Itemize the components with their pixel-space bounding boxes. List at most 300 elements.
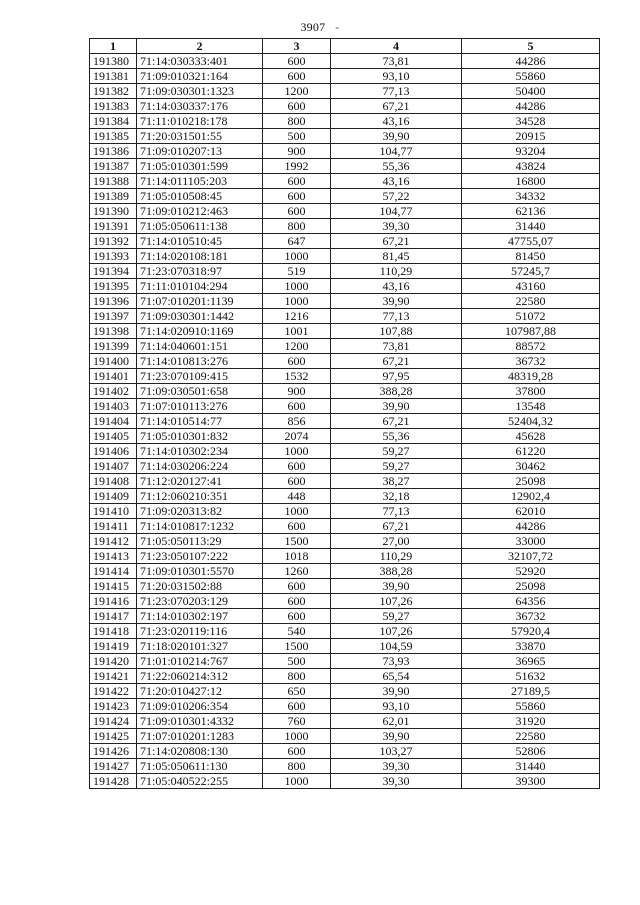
table-cell-col-4: 39,90 — [331, 399, 462, 414]
table-row — [90, 564, 600, 579]
table-cell-col-3: 1000 — [263, 774, 331, 789]
table-row — [90, 699, 600, 714]
table-cell-col-2: 71:14:030337:176 — [137, 99, 263, 114]
table-cell-col-4: 39,90 — [331, 729, 462, 744]
table-cell-col-3: 1532 — [263, 369, 331, 384]
table-row — [90, 84, 600, 99]
table-cell-col-2: 71:20:031502:88 — [137, 579, 263, 594]
table-cell-col-1: 191401 — [90, 369, 137, 384]
table-cell-col-5: 64356 — [462, 594, 600, 609]
table-row — [90, 714, 600, 729]
table-cell-col-1: 191394 — [90, 264, 137, 279]
table-cell-col-2: 71:14:010817:1232 — [137, 519, 263, 534]
table-cell-col-1: 191416 — [90, 594, 137, 609]
table-cell-col-2: 71:14:040601:151 — [137, 339, 263, 354]
table-cell-col-4: 73,81 — [331, 339, 462, 354]
table-cell-col-4: 104,77 — [331, 204, 462, 219]
table-cell-col-1: 191389 — [90, 189, 137, 204]
table-cell-col-5: 36965 — [462, 654, 600, 669]
table-row — [90, 69, 600, 84]
table-cell-col-2: 71:14:030206:224 — [137, 459, 263, 474]
table-cell-col-3: 1200 — [263, 84, 331, 99]
table-cell-col-5: 13548 — [462, 399, 600, 414]
table-cell-col-3: 1992 — [263, 159, 331, 174]
table-cell-col-5: 30462 — [462, 459, 600, 474]
column-header-5: 5 — [462, 39, 600, 54]
table-row — [90, 54, 600, 69]
table-cell-col-1: 191403 — [90, 399, 137, 414]
table-cell-col-3: 600 — [263, 594, 331, 609]
page-number-text: 3907 — [300, 20, 326, 34]
table-cell-col-1: 191388 — [90, 174, 137, 189]
table-cell-col-5: 62136 — [462, 204, 600, 219]
table-cell-col-3: 600 — [263, 459, 331, 474]
table-cell-col-5: 31440 — [462, 759, 600, 774]
table-cell-col-3: 800 — [263, 669, 331, 684]
table-cell-col-1: 191399 — [90, 339, 137, 354]
table-cell-col-4: 110,29 — [331, 264, 462, 279]
register-table — [89, 38, 600, 789]
table-row — [90, 234, 600, 249]
table-cell-col-4: 43,16 — [331, 174, 462, 189]
table-cell-col-4: 73,81 — [331, 54, 462, 69]
table-cell-col-5: 62010 — [462, 504, 600, 519]
table-row — [90, 639, 600, 654]
table-cell-col-4: 39,90 — [331, 294, 462, 309]
column-header-2: 2 — [137, 39, 263, 54]
table-cell-col-5: 55860 — [462, 699, 600, 714]
table-cell-col-1: 191414 — [90, 564, 137, 579]
table-row — [90, 444, 600, 459]
table-cell-col-3: 1000 — [263, 729, 331, 744]
table-cell-col-3: 1000 — [263, 504, 331, 519]
table-row — [90, 144, 600, 159]
table-cell-col-1: 191390 — [90, 204, 137, 219]
table-cell-col-1: 191397 — [90, 309, 137, 324]
table-cell-col-1: 191391 — [90, 219, 137, 234]
table-row — [90, 474, 600, 489]
table-cell-col-3: 2074 — [263, 429, 331, 444]
table-cell-col-2: 71:14:020108:181 — [137, 249, 263, 264]
table-cell-col-3: 800 — [263, 114, 331, 129]
table-cell-col-3: 600 — [263, 54, 331, 69]
table-cell-col-3: 600 — [263, 354, 331, 369]
header-row — [90, 39, 600, 54]
table-cell-col-5: 52806 — [462, 744, 600, 759]
table-cell-col-4: 93,10 — [331, 699, 462, 714]
table-cell-col-3: 1000 — [263, 249, 331, 264]
table-cell-col-5: 33870 — [462, 639, 600, 654]
table-cell-col-1: 191407 — [90, 459, 137, 474]
table-cell-col-1: 191418 — [90, 624, 137, 639]
table-row — [90, 369, 600, 384]
table-cell-col-2: 71:05:050611:138 — [137, 219, 263, 234]
table-cell-col-5: 44286 — [462, 54, 600, 69]
table-row — [90, 159, 600, 174]
table-row — [90, 204, 600, 219]
table-cell-col-1: 191396 — [90, 294, 137, 309]
table-cell-col-1: 191419 — [90, 639, 137, 654]
table-row — [90, 384, 600, 399]
table-row — [90, 264, 600, 279]
table-row — [90, 759, 600, 774]
table-row — [90, 489, 600, 504]
table-cell-col-4: 59,27 — [331, 459, 462, 474]
table-row — [90, 654, 600, 669]
table-cell-col-1: 191404 — [90, 414, 137, 429]
table-cell-col-3: 650 — [263, 684, 331, 699]
table-row — [90, 729, 600, 744]
table-cell-col-1: 191402 — [90, 384, 137, 399]
table-cell-col-5: 52404,32 — [462, 414, 600, 429]
table-cell-col-3: 647 — [263, 234, 331, 249]
table-cell-col-3: 1500 — [263, 534, 331, 549]
table-cell-col-4: 57,22 — [331, 189, 462, 204]
table-cell-col-3: 1000 — [263, 294, 331, 309]
table-cell-col-2: 71:22:060214:312 — [137, 669, 263, 684]
table-cell-col-4: 39,30 — [331, 759, 462, 774]
table-row — [90, 399, 600, 414]
table-cell-col-2: 71:14:020808:130 — [137, 744, 263, 759]
table-cell-col-4: 107,26 — [331, 594, 462, 609]
table-row — [90, 519, 600, 534]
table-cell-col-2: 71:09:030301:1442 — [137, 309, 263, 324]
table-cell-col-2: 71:05:050113:29 — [137, 534, 263, 549]
table-cell-col-3: 600 — [263, 189, 331, 204]
table-row — [90, 339, 600, 354]
table-cell-col-4: 104,77 — [331, 144, 462, 159]
table-cell-col-1: 191425 — [90, 729, 137, 744]
table-cell-col-1: 191411 — [90, 519, 137, 534]
table-row — [90, 309, 600, 324]
table-cell-col-1: 191382 — [90, 84, 137, 99]
table-cell-col-4: 81,45 — [331, 249, 462, 264]
table-cell-col-1: 191423 — [90, 699, 137, 714]
table-cell-col-3: 519 — [263, 264, 331, 279]
table-cell-col-5: 31920 — [462, 714, 600, 729]
table-row — [90, 429, 600, 444]
table-cell-col-2: 71:09:030301:1323 — [137, 84, 263, 99]
table-cell-col-3: 600 — [263, 99, 331, 114]
table-cell-col-2: 71:05:010301:599 — [137, 159, 263, 174]
table-cell-col-5: 25098 — [462, 474, 600, 489]
table-cell-col-3: 600 — [263, 609, 331, 624]
table-cell-col-4: 39,30 — [331, 774, 462, 789]
table-cell-col-2: 71:18:020101:327 — [137, 639, 263, 654]
table-cell-col-3: 600 — [263, 519, 331, 534]
table-row — [90, 624, 600, 639]
table-body — [90, 54, 600, 789]
table-cell-col-4: 38,27 — [331, 474, 462, 489]
table-cell-col-4: 39,90 — [331, 684, 462, 699]
table-row — [90, 504, 600, 519]
table-cell-col-3: 1500 — [263, 639, 331, 654]
table-cell-col-1: 191395 — [90, 279, 137, 294]
table-cell-col-5: 48319,28 — [462, 369, 600, 384]
table-cell-col-2: 71:05:010301:832 — [137, 429, 263, 444]
page-mark: - — [335, 20, 340, 34]
table-cell-col-3: 1216 — [263, 309, 331, 324]
table-cell-col-1: 191380 — [90, 54, 137, 69]
table-cell-col-2: 71:11:010218:178 — [137, 114, 263, 129]
table-cell-col-2: 71:14:010514:77 — [137, 414, 263, 429]
table-cell-col-3: 1000 — [263, 444, 331, 459]
table-cell-col-4: 67,21 — [331, 99, 462, 114]
table-cell-col-5: 39300 — [462, 774, 600, 789]
table-cell-col-3: 800 — [263, 759, 331, 774]
table-cell-col-1: 191386 — [90, 144, 137, 159]
table-cell-col-3: 1000 — [263, 279, 331, 294]
table-cell-col-4: 93,10 — [331, 69, 462, 84]
table-cell-col-5: 43824 — [462, 159, 600, 174]
table-cell-col-5: 34528 — [462, 114, 600, 129]
table-cell-col-2: 71:23:050107:222 — [137, 549, 263, 564]
table-cell-col-4: 59,27 — [331, 609, 462, 624]
table-cell-col-5: 37800 — [462, 384, 600, 399]
table-cell-col-5: 22580 — [462, 729, 600, 744]
table-cell-col-2: 71:20:031501:55 — [137, 129, 263, 144]
column-header-4: 4 — [331, 39, 462, 54]
table-cell-col-4: 77,13 — [331, 504, 462, 519]
table-cell-col-1: 191417 — [90, 609, 137, 624]
table-cell-col-5: 107987,88 — [462, 324, 600, 339]
table-cell-col-4: 107,88 — [331, 324, 462, 339]
table-row — [90, 129, 600, 144]
table-row — [90, 174, 600, 189]
table-cell-col-2: 71:09:010206:354 — [137, 699, 263, 714]
table-cell-col-4: 67,21 — [331, 414, 462, 429]
table-cell-col-5: 44286 — [462, 519, 600, 534]
table-cell-col-5: 47755,07 — [462, 234, 600, 249]
table-row — [90, 774, 600, 789]
table-cell-col-1: 191420 — [90, 654, 137, 669]
table-cell-col-3: 600 — [263, 474, 331, 489]
table-cell-col-3: 600 — [263, 204, 331, 219]
table-cell-col-2: 71:09:010207:13 — [137, 144, 263, 159]
table-row — [90, 249, 600, 264]
table-row — [90, 744, 600, 759]
table-cell-col-2: 71:14:011105:203 — [137, 174, 263, 189]
table-cell-col-4: 67,21 — [331, 519, 462, 534]
table-cell-col-2: 71:14:010510:45 — [137, 234, 263, 249]
table-cell-col-3: 500 — [263, 654, 331, 669]
table-cell-col-4: 67,21 — [331, 234, 462, 249]
table-cell-col-1: 191400 — [90, 354, 137, 369]
table-cell-col-1: 191405 — [90, 429, 137, 444]
table-cell-col-4: 59,27 — [331, 444, 462, 459]
table-cell-col-5: 33000 — [462, 534, 600, 549]
table-cell-col-1: 191421 — [90, 669, 137, 684]
table-cell-col-2: 71:23:020119:116 — [137, 624, 263, 639]
table-cell-col-4: 97,95 — [331, 369, 462, 384]
table-cell-col-3: 760 — [263, 714, 331, 729]
table-cell-col-5: 12902,4 — [462, 489, 600, 504]
table-row — [90, 219, 600, 234]
table-cell-col-2: 71:07:010113:276 — [137, 399, 263, 414]
table-cell-col-2: 71:09:010301:5570 — [137, 564, 263, 579]
table-cell-col-3: 1018 — [263, 549, 331, 564]
table-cell-col-2: 71:14:010302:234 — [137, 444, 263, 459]
table-cell-col-2: 71:07:010201:1139 — [137, 294, 263, 309]
table-row — [90, 279, 600, 294]
table-cell-col-2: 71:14:020910:1169 — [137, 324, 263, 339]
table-cell-col-1: 191409 — [90, 489, 137, 504]
table-cell-col-3: 900 — [263, 384, 331, 399]
table-cell-col-4: 39,90 — [331, 129, 462, 144]
table-cell-col-1: 191383 — [90, 99, 137, 114]
table-row — [90, 354, 600, 369]
table-cell-col-5: 51072 — [462, 309, 600, 324]
table-cell-col-1: 191413 — [90, 549, 137, 564]
table-cell-col-1: 191398 — [90, 324, 137, 339]
column-header-1: 1 — [90, 39, 137, 54]
table-cell-col-3: 1260 — [263, 564, 331, 579]
table-cell-col-4: 103,27 — [331, 744, 462, 759]
table-cell-col-5: 55860 — [462, 69, 600, 84]
table-cell-col-5: 57245,7 — [462, 264, 600, 279]
table-cell-col-3: 800 — [263, 219, 331, 234]
table-cell-col-2: 71:12:060210:351 — [137, 489, 263, 504]
table-cell-col-2: 71:14:030333:401 — [137, 54, 263, 69]
table-row — [90, 459, 600, 474]
table-cell-col-2: 71:23:070109:415 — [137, 369, 263, 384]
table-cell-col-2: 71:23:070203:129 — [137, 594, 263, 609]
table-cell-col-5: 44286 — [462, 99, 600, 114]
column-header-3: 3 — [263, 39, 331, 54]
table-cell-col-4: 32,18 — [331, 489, 462, 504]
table-cell-col-1: 191406 — [90, 444, 137, 459]
table-cell-col-5: 34332 — [462, 189, 600, 204]
table-cell-col-5: 32107,72 — [462, 549, 600, 564]
table-row — [90, 324, 600, 339]
table-cell-col-4: 55,36 — [331, 159, 462, 174]
table-cell-col-1: 191384 — [90, 114, 137, 129]
table-cell-col-1: 191422 — [90, 684, 137, 699]
table-cell-col-5: 45628 — [462, 429, 600, 444]
table-cell-col-3: 600 — [263, 579, 331, 594]
table-cell-col-2: 71:05:010508:45 — [137, 189, 263, 204]
table-cell-col-4: 110,29 — [331, 549, 462, 564]
table-cell-col-4: 65,54 — [331, 669, 462, 684]
table-row — [90, 294, 600, 309]
table-cell-col-2: 71:11:010104:294 — [137, 279, 263, 294]
table-row — [90, 114, 600, 129]
table-cell-col-2: 71:09:010321:164 — [137, 69, 263, 84]
table-cell-col-3: 900 — [263, 144, 331, 159]
table-cell-col-2: 71:09:030501:658 — [137, 384, 263, 399]
table-cell-col-4: 62,01 — [331, 714, 462, 729]
table-cell-col-4: 39,90 — [331, 579, 462, 594]
table-cell-col-4: 39,30 — [331, 219, 462, 234]
table-cell-col-5: 57920,4 — [462, 624, 600, 639]
table-row — [90, 99, 600, 114]
table-cell-col-1: 191408 — [90, 474, 137, 489]
table-cell-col-4: 43,16 — [331, 114, 462, 129]
table-cell-col-2: 71:09:020313:82 — [137, 504, 263, 519]
table-cell-col-5: 22580 — [462, 294, 600, 309]
table-cell-col-5: 61220 — [462, 444, 600, 459]
table-cell-col-4: 55,36 — [331, 429, 462, 444]
table-cell-col-5: 36732 — [462, 354, 600, 369]
table-cell-col-5: 27189,5 — [462, 684, 600, 699]
table-row — [90, 534, 600, 549]
table-cell-col-1: 191385 — [90, 129, 137, 144]
table-row — [90, 609, 600, 624]
table-cell-col-4: 107,26 — [331, 624, 462, 639]
table-cell-col-3: 600 — [263, 399, 331, 414]
table-cell-col-2: 71:12:020127:41 — [137, 474, 263, 489]
table-row — [90, 594, 600, 609]
table-cell-col-2: 71:07:010201:1283 — [137, 729, 263, 744]
table-cell-col-2: 71:05:040522:255 — [137, 774, 263, 789]
table-row — [90, 549, 600, 564]
table-row — [90, 579, 600, 594]
table-cell-col-3: 600 — [263, 69, 331, 84]
table-cell-col-4: 27,00 — [331, 534, 462, 549]
table-cell-col-1: 191428 — [90, 774, 137, 789]
table-cell-col-4: 73,93 — [331, 654, 462, 669]
table-cell-col-1: 191381 — [90, 69, 137, 84]
table-cell-col-2: 71:05:050611:130 — [137, 759, 263, 774]
table-cell-col-2: 71:01:010214:767 — [137, 654, 263, 669]
page-number — [0, 20, 640, 35]
table-cell-col-1: 191424 — [90, 714, 137, 729]
table-cell-col-5: 43160 — [462, 279, 600, 294]
table-cell-col-4: 77,13 — [331, 309, 462, 324]
table-cell-col-4: 104,59 — [331, 639, 462, 654]
table-row — [90, 189, 600, 204]
table-cell-col-3: 600 — [263, 699, 331, 714]
table-cell-col-1: 191427 — [90, 759, 137, 774]
table-cell-col-1: 191392 — [90, 234, 137, 249]
table-cell-col-5: 25098 — [462, 579, 600, 594]
table-cell-col-5: 36732 — [462, 609, 600, 624]
table-cell-col-1: 191410 — [90, 504, 137, 519]
table-cell-col-2: 71:14:010813:276 — [137, 354, 263, 369]
table-cell-col-5: 31440 — [462, 219, 600, 234]
table-cell-col-4: 67,21 — [331, 354, 462, 369]
table-cell-col-3: 1200 — [263, 339, 331, 354]
table-cell-col-4: 77,13 — [331, 84, 462, 99]
table-cell-col-4: 388,28 — [331, 564, 462, 579]
table-cell-col-5: 50400 — [462, 84, 600, 99]
table-cell-col-1: 191393 — [90, 249, 137, 264]
table-cell-col-2: 71:23:070318:97 — [137, 264, 263, 279]
table-cell-col-1: 191412 — [90, 534, 137, 549]
table-cell-col-1: 191415 — [90, 579, 137, 594]
table-cell-col-2: 71:09:010301:4332 — [137, 714, 263, 729]
table-row — [90, 684, 600, 699]
table-row — [90, 414, 600, 429]
table-cell-col-5: 52920 — [462, 564, 600, 579]
table-cell-col-3: 500 — [263, 129, 331, 144]
table-cell-col-3: 600 — [263, 744, 331, 759]
table-cell-col-1: 191387 — [90, 159, 137, 174]
table-cell-col-5: 81450 — [462, 249, 600, 264]
table-cell-col-3: 600 — [263, 174, 331, 189]
table-cell-col-3: 1001 — [263, 324, 331, 339]
table-cell-col-1: 191426 — [90, 744, 137, 759]
table-cell-col-3: 448 — [263, 489, 331, 504]
table-cell-col-2: 71:14:010302:197 — [137, 609, 263, 624]
table-cell-col-5: 88572 — [462, 339, 600, 354]
table-cell-col-4: 43,16 — [331, 279, 462, 294]
table-cell-col-5: 51632 — [462, 669, 600, 684]
table-row — [90, 669, 600, 684]
table-cell-col-5: 20915 — [462, 129, 600, 144]
table-cell-col-3: 856 — [263, 414, 331, 429]
table-cell-col-2: 71:20:010427:12 — [137, 684, 263, 699]
